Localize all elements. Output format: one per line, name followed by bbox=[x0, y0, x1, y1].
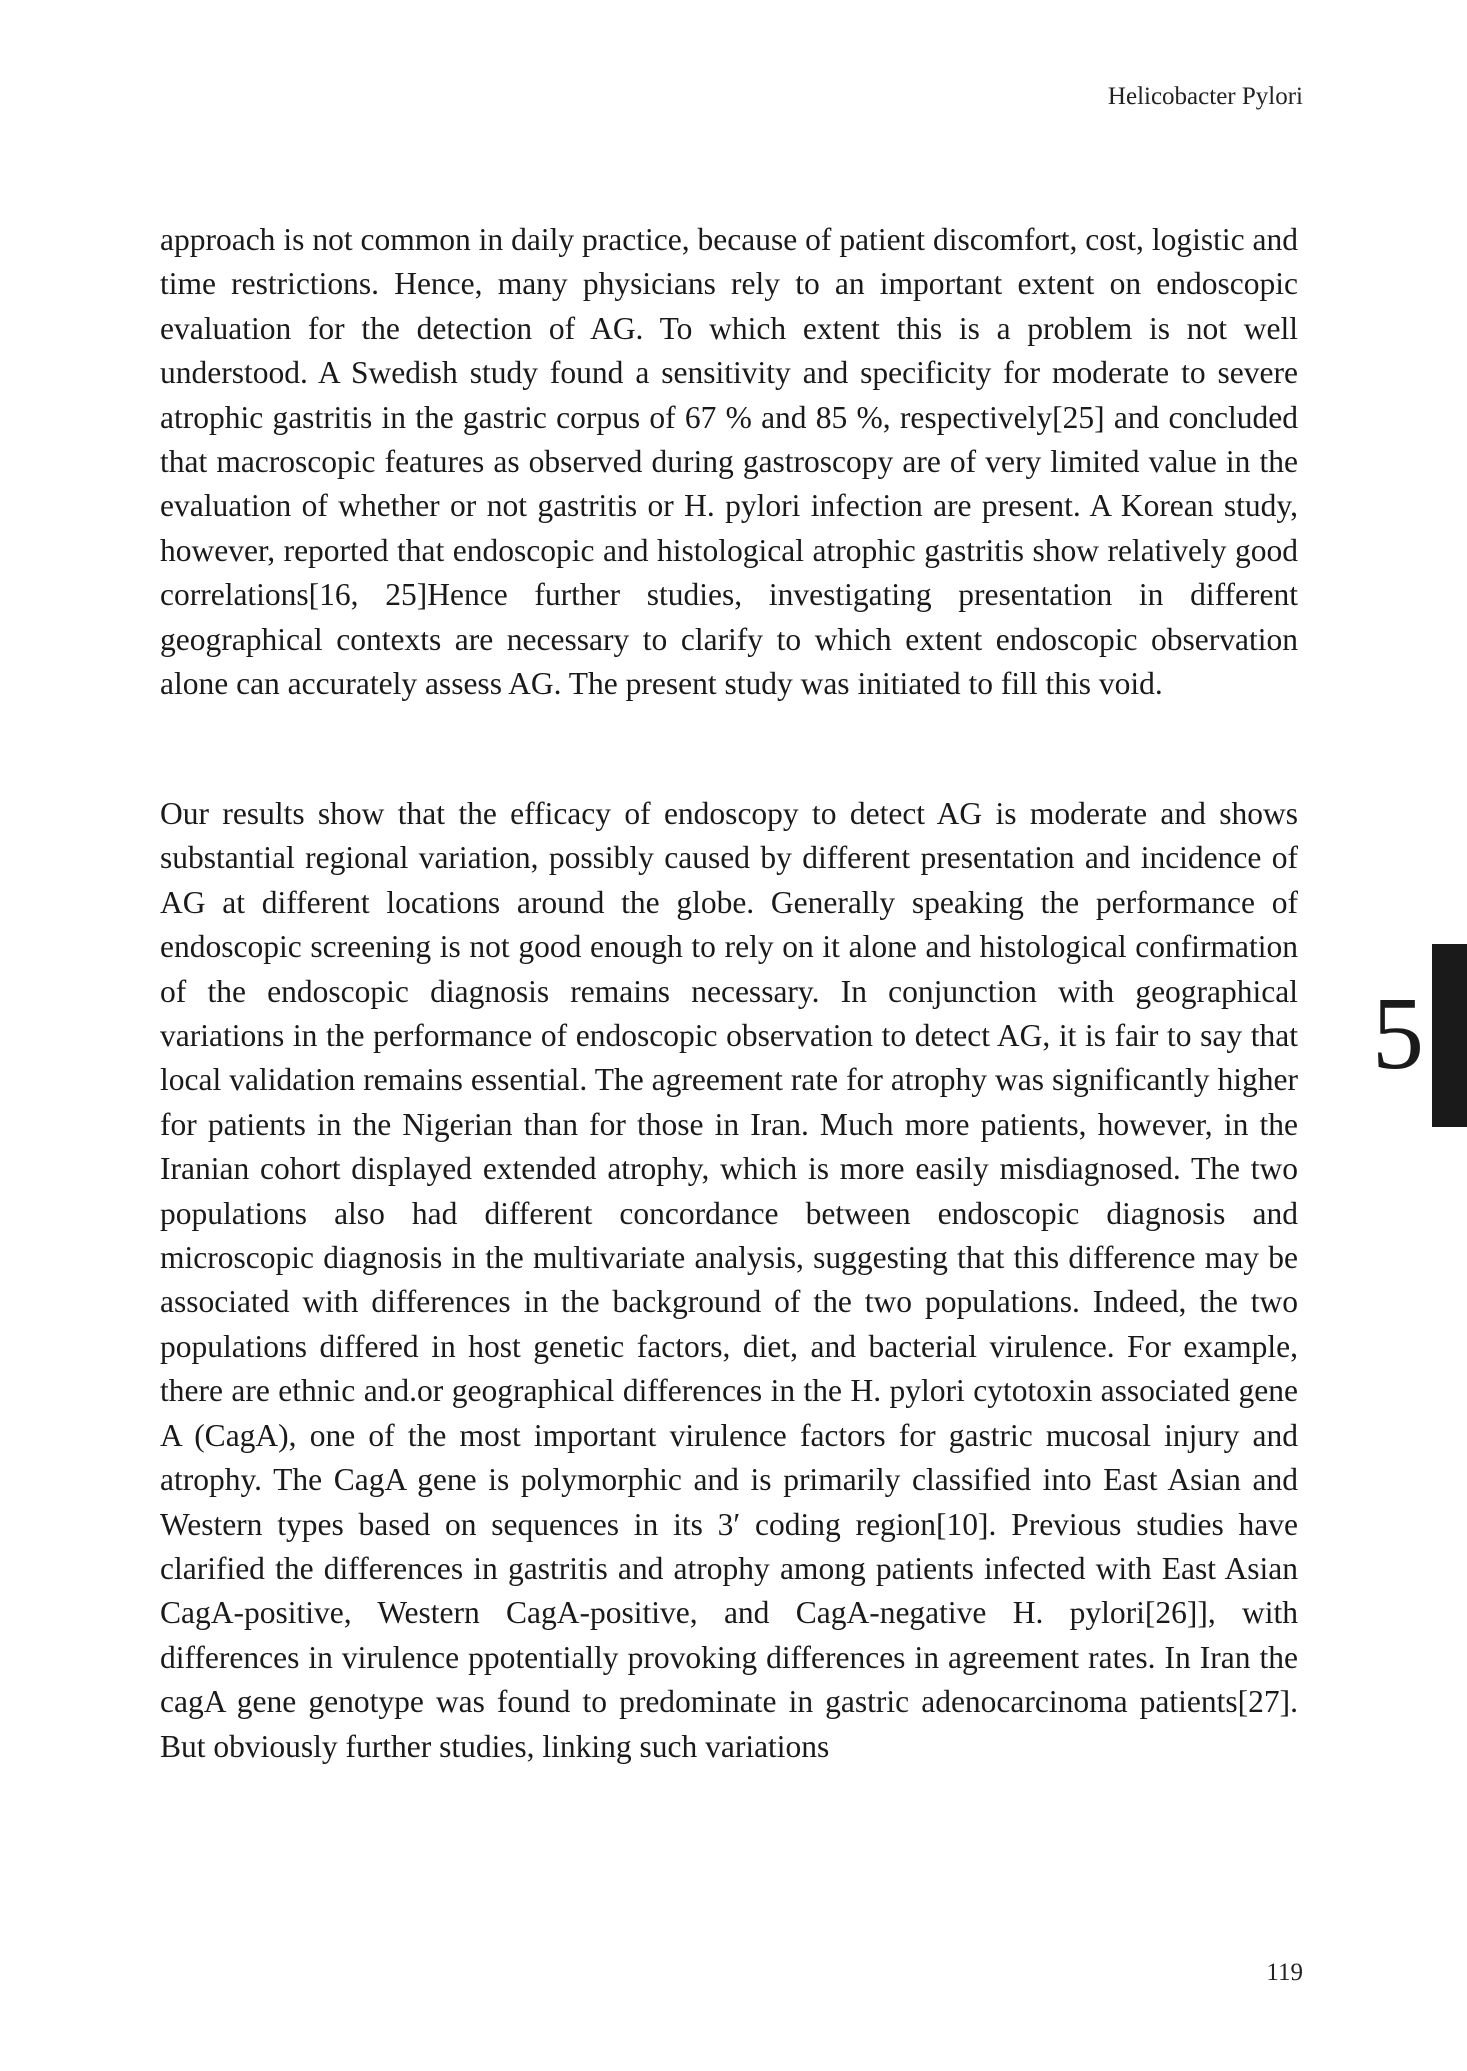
page-number: 119 bbox=[1266, 1959, 1303, 1986]
chapter-number: 5 bbox=[1372, 976, 1424, 1091]
chapter-thumb-tab bbox=[1432, 944, 1467, 1127]
body-paragraph-1: approach is not common in daily practice, because of patient discomfort, cost, logistic and time restrictions. Hence, many physicians rely to an important extent on endoscopic evaluation for the detection of AG. To which extent this is a problem is not well understood. A Swedish study found a sensitivity and specificity for moderate to severe atrophic gastritis in the gastric corpus of 67 % and 85 %, respectively[25] and concluded that macroscopic features as observed during gastroscopy are of very limited value in the evaluation of whether or not gastritis or H. pylori infection are present. A Korean study, however, reported that endoscopic and histological atrophic gastritis show relatively good correlations[16, 25]Hence further studies, investigating presentation in different geographical contexts are necessary to clarify to which extent endoscopic observation alone can accurately assess AG. The present study was initiated to fill this void. bbox=[160, 222, 1298, 702]
running-header: Helicobacter Pylori bbox=[1107, 83, 1303, 110]
body-paragraph-2: Our results show that the efficacy of endoscopy to detect AG is moderate and shows substantial regional variation, possibly caused by different presentation and incidence of AG at different locations around the globe. Generally speaking the performance of endoscopic screening is not good enough to rely on it alone and histological confirmation of the endoscopic diagnosis remains necessary. In conjunction with geographical variations in the performance of endoscopic observation to detect AG, it is fair to say that local validation remains essential. The agreement rate for atrophy was significantly higher for patients in the Nigerian than for those in Iran. Much more patients, however, in the Iranian cohort displayed extended atrophy, which is more easily misdiagnosed. The two populations also had different concordance between endoscopic diagnosis and microscopic diagnosis in the multivariate analysis, suggesting that this difference may be associated with differences in the background of the two populations. Indeed, the two populations differed in host genetic factors, diet, and bacterial virulence. For example, there are ethnic and.or geographical differences in the H. pylori cytotoxin associated gene A (CagA), one of the most important virulence factors for gastric mucosal injury and atrophy. The CagA gene is polymorphic and is primarily classified into East Asian and Western types based on sequences in its 3′ coding region[10]. Previous studies have clarified the differences in gastritis and atrophy among patients infected with East Asian CagA-positive, Western CagA-positive, and CagA-negative H. pylori[26]], with differences in virulence ppotentially provoking differences in agreement rates. In Iran the cagA gene genotype was found to predominate in gastric adenocarcinoma patients[27]. But obviously further studies, linking such variations bbox=[160, 796, 1298, 1764]
